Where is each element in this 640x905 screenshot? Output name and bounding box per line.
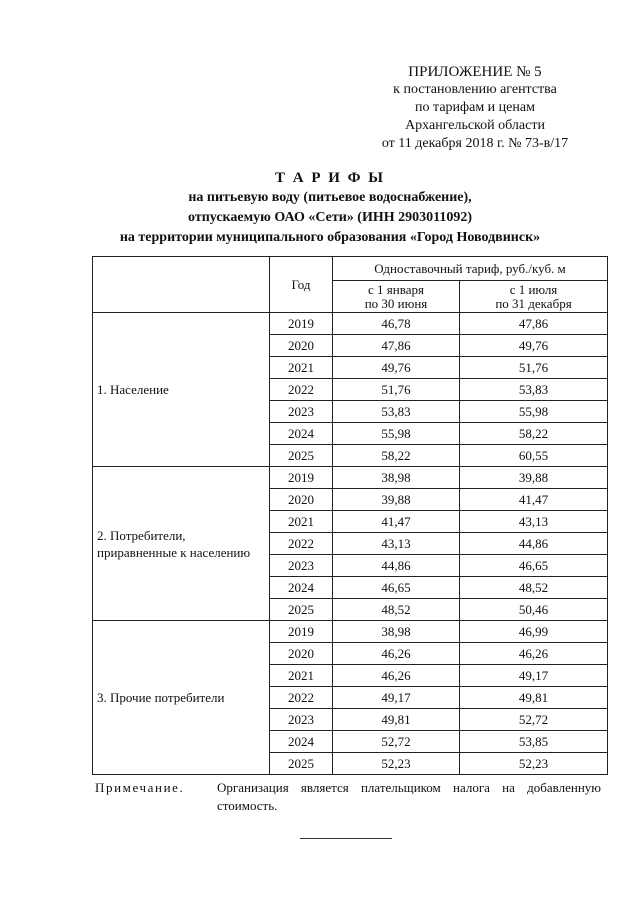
- tariff-period-2-cell: 48,52: [460, 577, 608, 599]
- table-body: [93, 313, 608, 775]
- tariff-period-1-cell: 38,98: [333, 621, 460, 643]
- category-name-line: 2. Потребители,: [97, 527, 186, 543]
- period-2-line: с 1 июля: [509, 281, 558, 297]
- tariff-period-2-cell: 49,17: [460, 665, 608, 687]
- tariff-period-1-cell: 52,23: [333, 753, 460, 775]
- tariff-period-1-cell: 41,47: [333, 511, 460, 533]
- note-text-line: Организация является плательщиком налога на добавленную: [217, 780, 601, 795]
- tariff-period-2-cell: 39,88: [460, 467, 608, 489]
- tariff-period-1-cell: 47,86: [333, 335, 460, 357]
- category-cell: [93, 621, 270, 775]
- tariff-period-2-cell: 49,81: [460, 687, 608, 709]
- tariff-period-1-cell: 55,98: [333, 423, 460, 445]
- appendix-line: по тарифам и ценам: [415, 100, 535, 115]
- period-1-line: с 1 января: [368, 281, 424, 297]
- tariff-period-2-cell: 52,72: [460, 709, 608, 731]
- table-row: [93, 621, 608, 643]
- year-cell: 2020: [270, 335, 333, 357]
- period-2-header: [460, 281, 608, 313]
- year-cell: 2020: [270, 489, 333, 511]
- tariff-period-2-cell: 53,85: [460, 731, 608, 753]
- heading-line: на питьевую воду (питьевое водоснабжение),: [188, 190, 472, 205]
- period-2-line: по 31 декабря: [495, 295, 572, 311]
- year-cell: 2022: [270, 687, 333, 709]
- tariff-period-2-cell: 41,47: [460, 489, 608, 511]
- category-name-line: приравненные к населению: [97, 544, 251, 560]
- tariff-period-2-cell: 52,23: [460, 753, 608, 775]
- tariff-period-1-cell: 46,78: [333, 313, 460, 335]
- year-cell: 2019: [270, 313, 333, 335]
- tariff-period-1-cell: 49,76: [333, 357, 460, 379]
- table-row: [93, 313, 608, 335]
- tariff-table: [92, 256, 608, 775]
- tariff-period-2-cell: 55,98: [460, 401, 608, 423]
- tariff-period-1-cell: 52,72: [333, 731, 460, 753]
- heading-line: на территории муниципального образования «Город Новодвинск»: [119, 230, 541, 245]
- tariff-period-1-cell: 44,86: [333, 555, 460, 577]
- appendix-line: к постановлению агентства: [393, 82, 557, 97]
- note-text: [217, 779, 601, 815]
- tariff-period-2-cell: 44,86: [460, 533, 608, 555]
- year-cell: 2023: [270, 401, 333, 423]
- tariff-period-1-cell: 43,13: [333, 533, 460, 555]
- year-cell: 2024: [270, 577, 333, 599]
- period-1-header: [333, 281, 460, 313]
- year-cell: 2020: [270, 643, 333, 665]
- year-cell: 2021: [270, 665, 333, 687]
- period-1-line: по 30 июня: [364, 295, 428, 311]
- appendix-title: ПРИЛОЖЕНИЕ № 5: [408, 64, 542, 80]
- tariff-period-1-cell: 46,26: [333, 643, 460, 665]
- year-cell: 2021: [270, 511, 333, 533]
- tariff-period-1-cell: 39,88: [333, 489, 460, 511]
- tariff-period-2-cell: 46,26: [460, 643, 608, 665]
- document-heading: [60, 168, 600, 248]
- tariff-period-2-cell: 58,22: [460, 423, 608, 445]
- table-row: [93, 467, 608, 489]
- tariff-period-2-cell: 50,46: [460, 599, 608, 621]
- tariff-period-2-cell: 53,83: [460, 379, 608, 401]
- year-cell: 2025: [270, 599, 333, 621]
- appendix-block: [370, 63, 580, 153]
- appendix-line: Архангельской области: [405, 118, 545, 133]
- year-cell: 2022: [270, 379, 333, 401]
- tariff-period-1-cell: 53,83: [333, 401, 460, 423]
- year-cell: 2021: [270, 357, 333, 379]
- heading-line: отпускаемую ОАО «Сети» (ИНН 2903011092): [188, 210, 472, 225]
- tariff-period-2-cell: 46,99: [460, 621, 608, 643]
- tariff-header: Одноставочный тариф, руб./куб. м: [333, 257, 608, 281]
- category-cell: [93, 467, 270, 621]
- category-name-line: 3. Прочие потребители: [97, 690, 225, 705]
- note-text-line: стоимость.: [217, 798, 278, 813]
- category-name-line: 1. Население: [97, 382, 169, 397]
- tariff-period-1-cell: 46,26: [333, 665, 460, 687]
- tariff-period-2-cell: 60,55: [460, 445, 608, 467]
- tariff-period-1-cell: 58,22: [333, 445, 460, 467]
- year-cell: 2023: [270, 709, 333, 731]
- tariff-period-1-cell: 51,76: [333, 379, 460, 401]
- year-cell: 2024: [270, 423, 333, 445]
- appendix-date-line: от 11 декабря 2018 г. № 73-в/17: [381, 136, 569, 151]
- category-header-cell: [93, 257, 270, 313]
- table-header: [93, 257, 608, 313]
- tariff-period-2-cell: 43,13: [460, 511, 608, 533]
- tariff-period-1-cell: 46,65: [333, 577, 460, 599]
- document-title: Т А Р И Ф Ы: [274, 170, 386, 186]
- tariff-period-1-cell: 48,52: [333, 599, 460, 621]
- year-cell: 2019: [270, 621, 333, 643]
- category-cell: [93, 313, 270, 467]
- tariff-period-1-cell: 49,81: [333, 709, 460, 731]
- year-cell: 2023: [270, 555, 333, 577]
- year-cell: 2024: [270, 731, 333, 753]
- tariff-period-1-cell: 38,98: [333, 467, 460, 489]
- year-cell: 2019: [270, 467, 333, 489]
- tariff-period-2-cell: 49,76: [460, 335, 608, 357]
- year-cell: 2025: [270, 753, 333, 775]
- closing-rule: [300, 838, 392, 839]
- note-label: Примечание.: [95, 780, 185, 795]
- year-cell: 2025: [270, 445, 333, 467]
- tariff-period-2-cell: 47,86: [460, 313, 608, 335]
- tariff-period-1-cell: 49,17: [333, 687, 460, 709]
- tariff-period-2-cell: 51,76: [460, 357, 608, 379]
- year-cell: 2022: [270, 533, 333, 555]
- tariff-period-2-cell: 46,65: [460, 555, 608, 577]
- year-header: Год: [270, 257, 333, 313]
